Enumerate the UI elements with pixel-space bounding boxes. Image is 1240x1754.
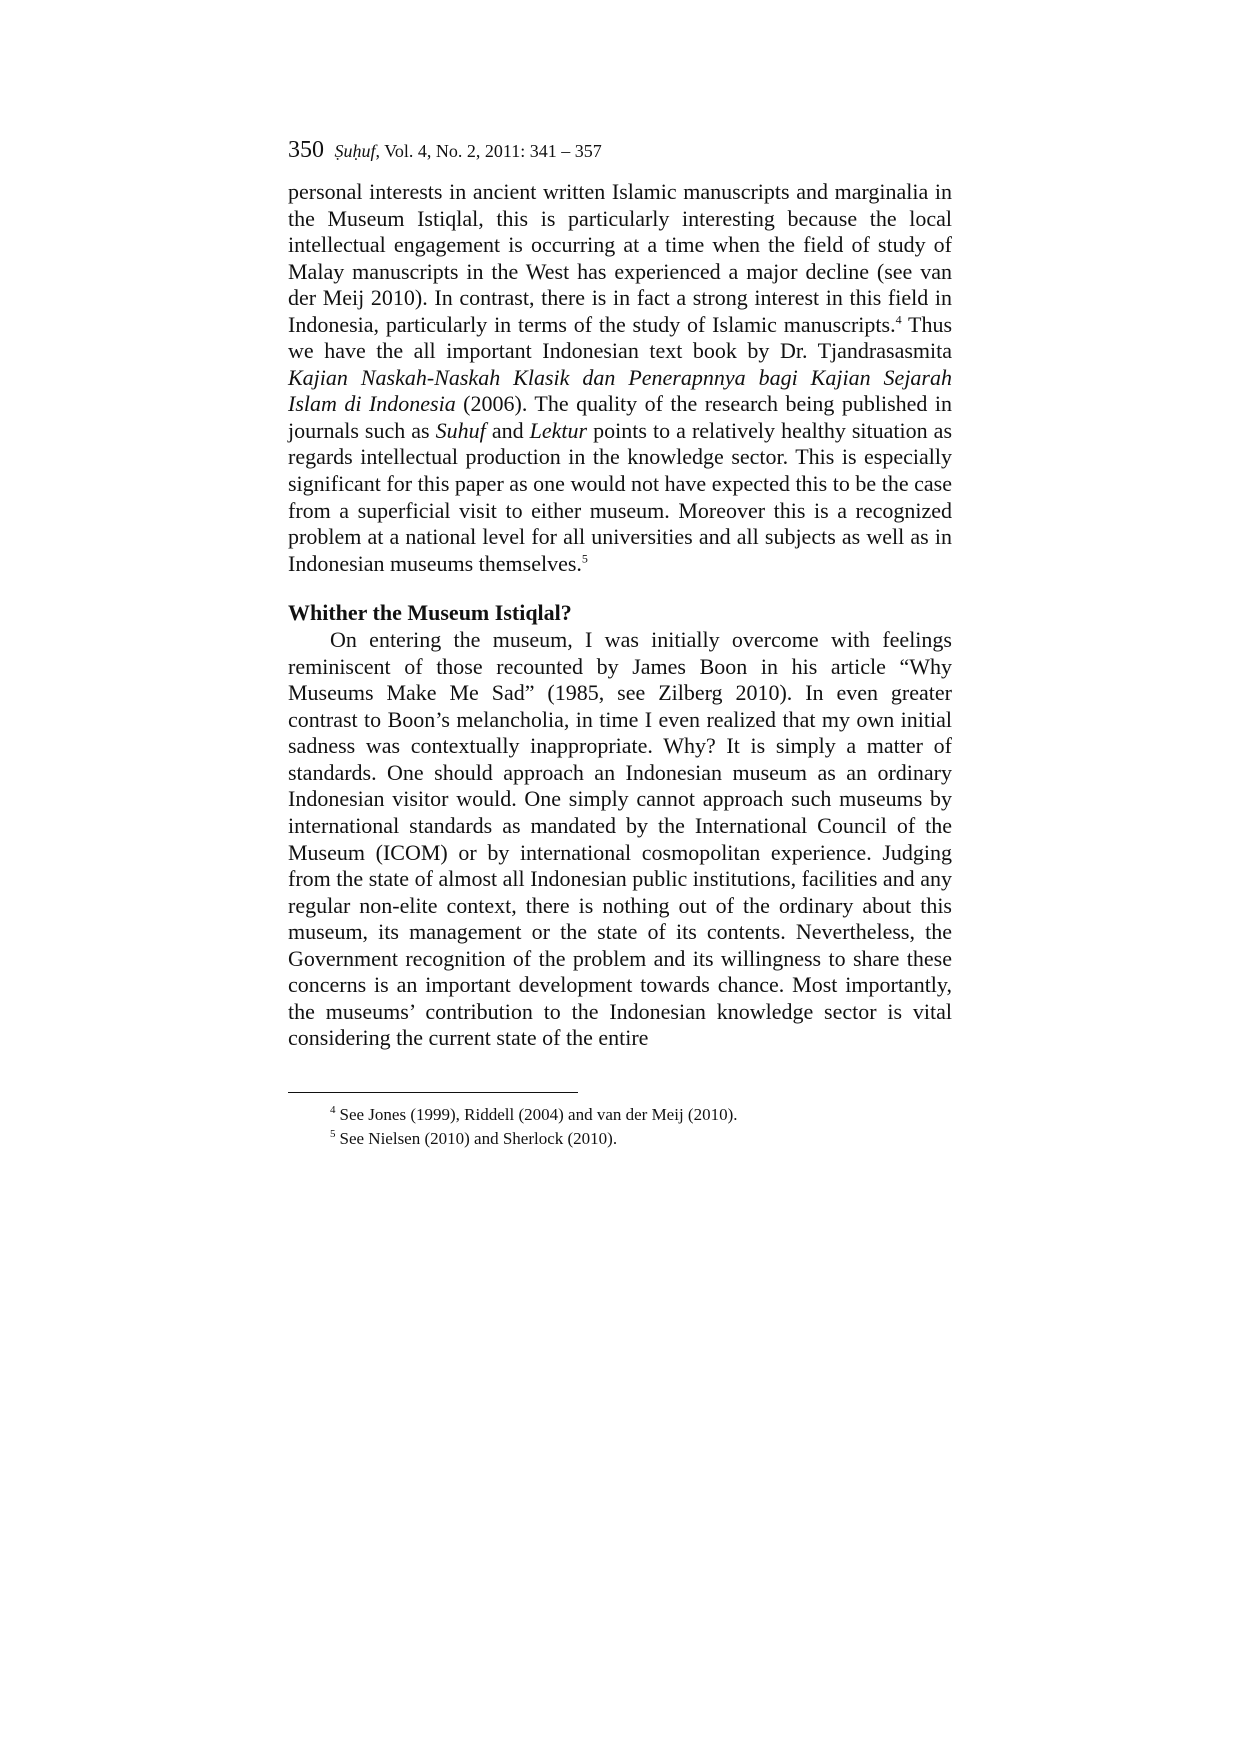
journal-suhuf: Suhuf <box>435 417 486 443</box>
footnote-4 <box>288 1103 952 1127</box>
para1-text-2: Thus we have the all important Indonesian text book by Dr. Tjandrasasmita <box>288 311 953 364</box>
journal-lektur: Lektur <box>529 417 588 443</box>
body-paragraph-2: On entering the museum, I was initially overcome with feelings reminiscent of those recounted by James Boon in his article “Why Museums Make Me Sad” (1985, see Zilberg 2010). In even greater contrast to Boon’s melancholia, in time I even realized that my own initial sadness was contextually inappropriate. Why? It is simply a matter of standards. One should approach an Indonesian museum as an ordinary Indonesian visitor would. One simply cannot approach such museums by international standards as mandated by the International Council of the Museum (ICOM) or by international cosmopolitan experience. Judging from the state of almost all Indonesian public institutions, facilities and any regular non-elite context, there is nothing out of the ordinary about this museum, its management or the state of its contents. Nevertheless, the Government recognition of the problem and its willingness to share these concerns is an important development towards chance. Most importantly, the museums’ contribution to the Indonesian knowledge sector is vital considering the current state of the entire <box>288 627 952 1051</box>
para1-text-1: personal interests in ancient written Islamic manuscripts and marginalia in the Museum Istiqlal, this is particularly interesting because the local intellectual engagement is occurring at a time when the field of study of Malay manuscripts in the West has experienced a major decline (see van der Meij 2010). In contrast, there is in fact a strong interest in this field in Indonesia, particularly in terms of the study of Islamic manuscripts. <box>288 179 952 337</box>
footnote-number: 4 <box>330 1104 336 1117</box>
running-head <box>288 136 952 165</box>
para1-text-4: and <box>485 417 530 443</box>
footnote-5 <box>288 1127 952 1151</box>
para1-text-5: points to a relatively healthy situation as regards intellectual production in the knowledge sector. This is especially significant for this paper as one would not have expected this to be the case from a superficial visit to either museum. Moreover this is a recognized problem at a national level for all universities and all subjects as well as in Indonesian museums themselves. <box>288 417 953 576</box>
footnote-text: See Jones (1999), Riddell (2004) and van der Meij (2010). <box>339 1104 738 1124</box>
page-number: 350 <box>288 137 324 163</box>
body-paragraph-1 <box>288 179 952 577</box>
footnote-ref-4[interactable]: 4 <box>895 312 902 327</box>
para1-text-3: (2006). The quality of the research being published in journals such as <box>288 391 952 443</box>
page <box>288 136 952 1151</box>
section-heading: Whither the Museum Istiqlal? <box>288 600 572 626</box>
issue-info: , Vol. 4, No. 2, 2011: 341 – 357 <box>375 141 602 161</box>
footnote-number: 5 <box>330 1128 336 1141</box>
footnote-ref-5[interactable]: 5 <box>581 551 588 566</box>
footnote-text: See Nielsen (2010) and Sherlock (2010). <box>339 1128 618 1148</box>
footnote-divider <box>288 1092 578 1093</box>
book-title: Kajian Naskah-Naskah Klasik dan Penerapnnya bagi Kajian Sejarah Islam di Indonesia <box>288 364 952 417</box>
journal-name: Ṣuḥuf <box>334 141 376 161</box>
footnotes <box>288 1103 952 1151</box>
